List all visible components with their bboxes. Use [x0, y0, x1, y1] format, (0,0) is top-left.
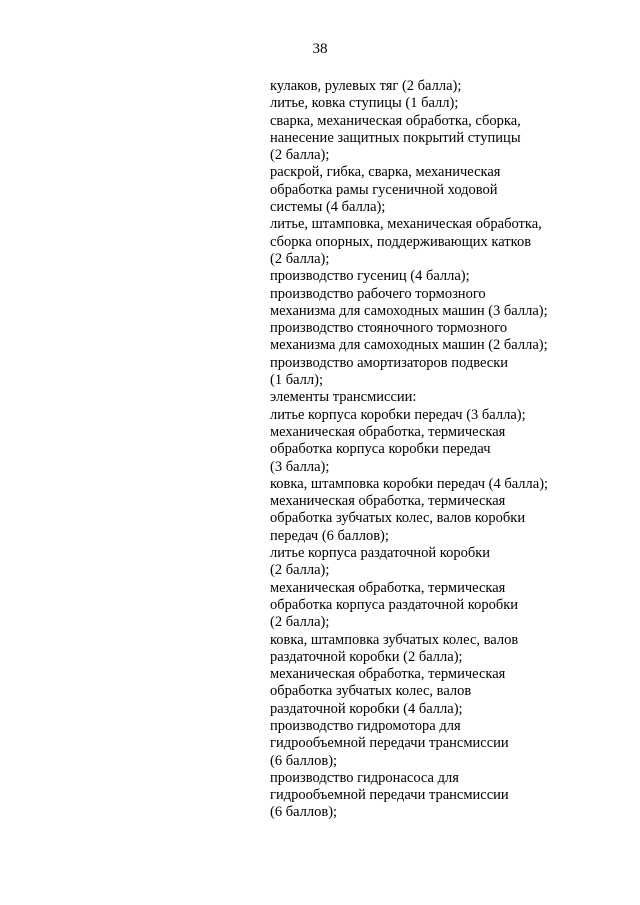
text-line: литье, штамповка, механическая обработка,: [270, 216, 542, 233]
text-line: элементы трансмиссии:: [270, 389, 417, 406]
text-line: нанесение защитных покрытий ступицы: [270, 129, 521, 146]
text-line: производство рабочего тормозного: [270, 285, 486, 302]
text-line: гидрообъемной передачи трансмиссии: [270, 735, 509, 752]
document-body: [270, 78, 630, 822]
text-line: гидрообъемной передачи трансмиссии: [270, 787, 509, 804]
text-line: (6 баллов);: [270, 752, 338, 769]
text-line: производство гидронасоса для: [270, 769, 459, 786]
text-line: производство амортизаторов подвески: [270, 354, 509, 371]
text-line: системы (4 балла);: [270, 199, 386, 216]
text-line: (2 балла);: [270, 562, 330, 579]
text-line: сварка, механическая обработка, сборка,: [270, 112, 521, 129]
text-line: обработка зубчатых колес, валов коробки: [270, 510, 526, 527]
page-number: 38: [312, 41, 328, 57]
text-line: производство гидромотора для: [270, 717, 461, 734]
text-line: обработка зубчатых колес, валов: [270, 683, 472, 700]
text-line: литье корпуса коробки передач (3 балла);: [270, 406, 526, 423]
text-line: механизма для самоходных машин (2 балла);: [270, 337, 548, 354]
text-line: раздаточной коробки (4 балла);: [270, 700, 463, 717]
text-line: ковка, штамповка зубчатых колес, валов: [270, 631, 519, 648]
text-line: (2 балла);: [270, 250, 330, 267]
text-line: раскрой, гибка, сварка, механическая: [270, 164, 501, 181]
text-line: производство стояночного тормозного: [270, 320, 508, 337]
text-line: обработка рамы гусеничной ходовой: [270, 181, 498, 198]
text-line: обработка корпуса раздаточной коробки: [270, 596, 519, 613]
text-line: механическая обработка, термическая: [270, 666, 506, 683]
text-line: (1 балл);: [270, 372, 323, 389]
text-line: литье корпуса раздаточной коробки: [270, 545, 491, 562]
text-line: механическая обработка, термическая: [270, 423, 506, 440]
text-line: кулаков, рулевых тяг (2 балла);: [270, 78, 462, 94]
text-line: передач (6 баллов);: [270, 527, 389, 544]
text-line: (2 балла);: [270, 147, 330, 164]
text-line: механическая обработка, термическая: [270, 579, 506, 596]
text-line: ковка, штамповка коробки передач (4 балла);: [270, 475, 549, 492]
text-line: механизма для самоходных машин (3 балла);: [270, 302, 548, 319]
text-line: (2 балла);: [270, 614, 330, 631]
text-line: (3 балла);: [270, 458, 330, 475]
text-line: (6 баллов);: [270, 804, 338, 821]
text-line: механическая обработка, термическая: [270, 493, 506, 510]
text-line: обработка корпуса коробки передач: [270, 441, 491, 458]
text-line: производство гусениц (4 балла);: [270, 268, 470, 285]
text-line: сборка опорных, поддерживающих катков: [270, 233, 532, 250]
text-line: раздаточной коробки (2 балла);: [270, 648, 463, 665]
text-line: литье, ковка ступицы (1 балл);: [270, 95, 459, 112]
